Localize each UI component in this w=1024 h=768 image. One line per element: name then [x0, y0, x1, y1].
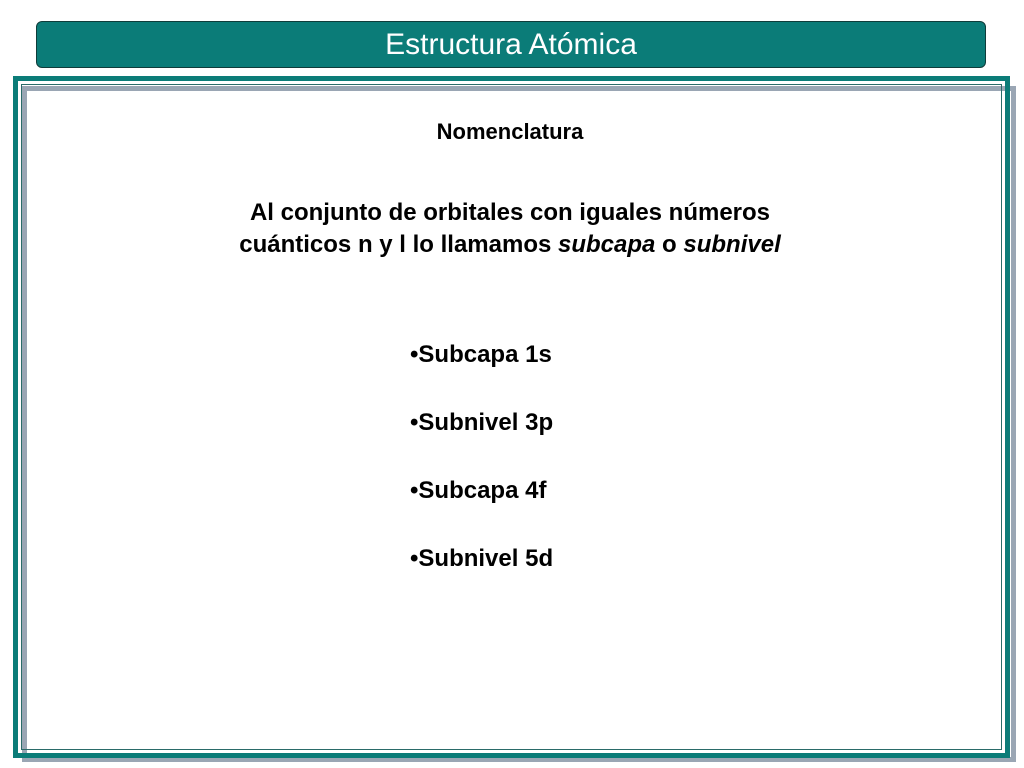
section-heading: Nomenclatura — [436, 119, 584, 144]
definition-text — [0, 197, 1020, 261]
list-item: •Subcapa 1s — [410, 341, 552, 368]
term-subcapa: subcapa — [558, 231, 656, 258]
definition-connector: o — [655, 231, 684, 258]
list-item: •Subnivel 3p — [410, 409, 554, 436]
definition-line-2-prefix: cuánticos n y l lo llamamos — [239, 231, 559, 258]
examples-list — [410, 341, 553, 613]
definition-line-2 — [0, 229, 1020, 261]
slide-title: Estructura Atómica — [385, 27, 637, 61]
term-subnivel: subnivel — [683, 231, 781, 258]
list-item: •Subcapa 4f — [410, 477, 547, 504]
list-item: •Subnivel 5d — [410, 545, 554, 572]
title-bar — [36, 21, 986, 68]
definition-line-1: Al conjunto de orbitales con iguales números — [249, 199, 771, 226]
